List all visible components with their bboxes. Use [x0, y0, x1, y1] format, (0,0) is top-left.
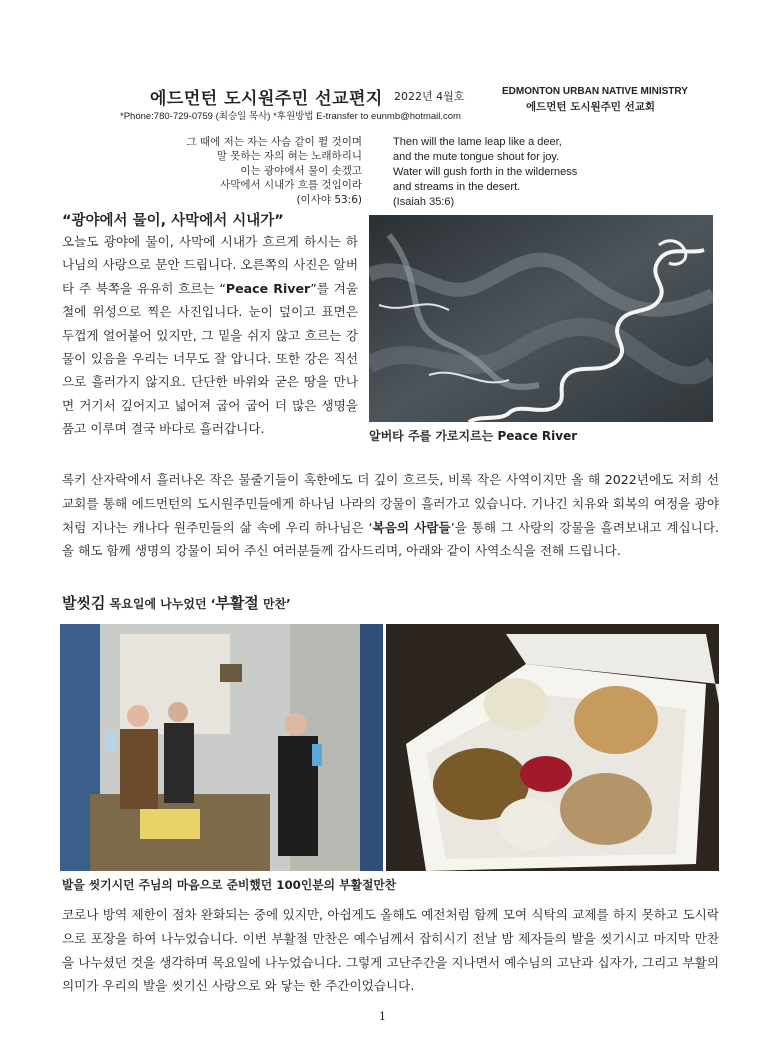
volunteers-photo: [60, 624, 383, 871]
verse-line: and the mute tongue shout for joy.: [393, 151, 560, 163]
org-name-korean: 에드먼턴 도시원주민 선교회: [526, 101, 656, 113]
easter-paragraph: 코로나 방역 제한이 점차 완화되는 중에 있지만, 아쉽게도 올해도 예전처럼 함께 모여 식탁의 교제를 하지 못하고 도시락으로 포장을 하여 나누었습니다. 이번 부활절 만찬은 예수님께서 잡히시기 전날 밤 제자들의 발을 씻기시고 마지막 만찬을 나누셨던 것을 생각하며 목요일에 나누었습니다. 그렇게 고난주간을 지나면서 예수님의 고난과 십자가, 그리고 부활의 의미가 우리의 발을 씻기신 사랑으로 와 닿는 한 주간이었습니다.: [62, 907, 719, 994]
letter-title: 에드먼턴 도시원주민 선교편지: [150, 89, 383, 109]
text-run-bold: 복음의 사람들: [372, 519, 451, 535]
peace-river-satellite-photo: [369, 215, 713, 422]
text-run: 오늘도 광야에 물이, 사막에 시내가 흐르게 하시는 하나님의 사랑으로 문안 드립니다. 오른쪽의 사진은 알버타 주 북쪽을 유유히 흐르는 “: [62, 234, 358, 296]
contact-info: *Phone:780-729-0759 (최승일 목사) *후원방법 E-transfer to eunmb@hotmail.com: [120, 111, 461, 122]
text-run-bold: 발씻김: [62, 594, 106, 612]
verse-line: 사막에서 시내가 흐를 것임이라: [220, 179, 362, 192]
text-run: 만찬’: [258, 597, 291, 611]
verse-reference: (Isaiah 35:6): [393, 196, 455, 208]
verse-korean: [150, 135, 362, 207]
verse-line: 그 때에 저는 자는 사슴 같이 뛸 것이며: [186, 136, 362, 148]
verse-line: 말 못하는 자의 혀는 노래하리니: [216, 150, 362, 163]
text-run: 목요일에 나누었던 ‘: [105, 597, 216, 611]
verse-line: and streams in the desert.: [393, 181, 521, 193]
easter-meal-photo: [386, 624, 719, 871]
verse-line: Water will gush forth in the wilderness: [393, 166, 578, 178]
verse-reference: (이사야 53:6): [296, 193, 362, 206]
photo-caption: 발을 씻기시던 주님의 마음으로 준비했던 100인분의 부활절만찬: [62, 878, 397, 892]
verse-line: 이는 광야에서 물이 솟겠고: [240, 164, 362, 177]
org-name-english: EDMONTON URBAN NATIVE MINISTRY: [502, 86, 688, 97]
verse-line: Then will the lame leap like a deer,: [393, 136, 562, 148]
verse-english: [393, 135, 653, 210]
photo-caption: 알버타 주를 가로지르는 Peace River: [369, 429, 578, 443]
issue-date: 2022년 4월호: [394, 90, 465, 103]
section-title: “광야에서 물이, 사막에서 시내가”: [62, 213, 284, 229]
section-title: [62, 592, 291, 613]
text-run: ’을 통해 그 사랑의 강물을 흘려보내고 계십니다. 올 해도 함께 생명의 강물이 되어 주신 여러분들께 감사드리며, 아래와 같이 사역소식을 전해 드립니다.: [62, 519, 719, 559]
text-run: ”를 겨울철에 위성으로 찍은 사진입니다. 눈이 덮이고 표면은 두껍게 얼어붙어 있지만, 그 밑을 쉬지 않고 흐르는 강물이 있음을 우리는 너무도 잘 압니다. 또한 강은 직선으로 흘러가지 않지요. 단단한 바위와 굳은 땅을 만나면 거기서 깊어지고 넓어져 굽어 굽어 더 많은 생명을 품고 이루며 결국 바다로 흘러갑니다.: [62, 280, 358, 437]
ministry-paragraph: [62, 468, 719, 563]
text-run: 록키 산자락에서 흘러나온 작은 물줄기들이 혹한에도 더 깊이 흐르듯, 비록 작은 사역이지만 올 해 2022년에도 저희 선교회를 통해 에드먼턴의 도시원주민들에게 하나님 나라의 강물이 흘러가고 있습니다. 기나긴 치유와 회복의 여정을 광야처럼 지나는 캐나다 원주민들의 삶 속에 우리 하나님은 ‘: [62, 472, 719, 535]
intro-paragraph: [62, 230, 358, 441]
text-run-bold: Peace River: [225, 280, 311, 296]
text-run-bold: 부활절: [215, 594, 259, 612]
page-number: 1: [379, 1010, 386, 1023]
